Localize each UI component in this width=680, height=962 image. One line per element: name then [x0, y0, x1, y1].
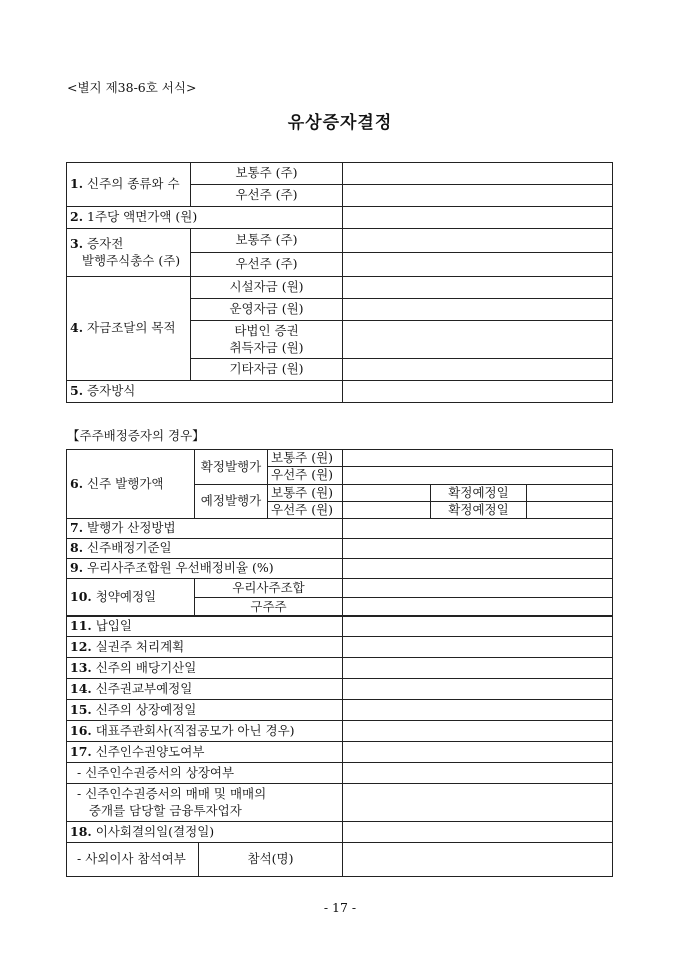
value-cell[interactable]	[343, 484, 431, 501]
sub-label: 우선주 (원)	[268, 467, 343, 484]
row-label: - 신주인수권증서의 매매 및 매매의 중개를 담당할 금융투자업자	[67, 784, 343, 822]
page-number: - 17 -	[323, 900, 357, 915]
row-label: - 신주인수권증서의 상장여부	[67, 763, 343, 784]
value-cell[interactable]	[343, 450, 613, 467]
value-cell[interactable]	[527, 484, 613, 501]
row-label: 8. 신주배정기준일	[67, 539, 343, 559]
sub-label: 우선주 (주)	[191, 253, 343, 277]
value-cell[interactable]	[343, 742, 613, 763]
value-cell[interactable]	[343, 598, 613, 617]
row-label: 13. 신주의 배당기산일	[67, 658, 343, 679]
value-cell[interactable]	[343, 637, 613, 658]
sub-label: 확정발행가	[195, 450, 268, 485]
value-cell[interactable]	[343, 763, 613, 784]
value-cell[interactable]	[343, 519, 613, 539]
value-cell[interactable]	[343, 185, 613, 207]
value-cell[interactable]	[343, 359, 613, 381]
row-label: 11. 납입일	[67, 616, 343, 637]
value-cell[interactable]	[343, 539, 613, 559]
sub-label: 타법인 증권 취득자금 (원)	[191, 321, 343, 359]
value-cell[interactable]	[343, 467, 613, 484]
sub-label: 우선주 (원)	[268, 501, 343, 518]
sub-label: 기타자금 (원)	[191, 359, 343, 381]
row-label: 1. 신주의 종류와 수	[67, 163, 191, 207]
value-cell[interactable]	[343, 721, 613, 742]
row-label: 18. 이사회결의일(결정일)	[67, 822, 343, 843]
value-cell[interactable]	[343, 784, 613, 822]
page-title: 유상증자결정	[287, 113, 393, 133]
row-label: 15. 신주의 상장예정일	[67, 700, 343, 721]
value-cell[interactable]	[343, 163, 613, 185]
row-label: 7. 발행가 산정방법	[67, 519, 343, 539]
row-label: 12. 실권주 처리계획	[67, 637, 343, 658]
sub-label: 시설자금 (원)	[191, 277, 343, 299]
sub-label: 참석(명)	[199, 843, 343, 877]
date-label: 확정예정일	[431, 484, 527, 501]
sub-label: 보통주 (원)	[268, 450, 343, 467]
value-cell[interactable]	[343, 822, 613, 843]
row-label: 2. 1주당 액면가액 (원)	[67, 207, 343, 229]
capital-increase-table	[66, 162, 613, 403]
value-cell[interactable]	[343, 559, 613, 579]
value-cell[interactable]	[343, 843, 613, 877]
sub-label: 구주주	[195, 598, 343, 617]
sub-label: 우선주 (주)	[191, 185, 343, 207]
value-cell[interactable]	[343, 616, 613, 637]
value-cell[interactable]	[343, 207, 613, 229]
value-cell[interactable]	[343, 253, 613, 277]
value-cell[interactable]	[343, 679, 613, 700]
row-label: 5. 증자방식	[67, 381, 343, 403]
value-cell[interactable]	[343, 277, 613, 299]
date-label: 확정예정일	[431, 501, 527, 518]
value-cell[interactable]	[343, 700, 613, 721]
value-cell[interactable]	[343, 658, 613, 679]
sub-label: 예정발행가	[195, 484, 268, 519]
row-label: 16. 대표주관회사(직접공모가 아닌 경우)	[67, 721, 343, 742]
value-cell[interactable]	[527, 501, 613, 518]
form-number: <별지 제38-6호 서식>	[67, 80, 197, 95]
row-label: 3. 증자전 발행주식총수 (주)	[67, 229, 191, 277]
sub-label: 운영자금 (원)	[191, 299, 343, 321]
value-cell[interactable]	[343, 381, 613, 403]
row-label: 9. 우리사주조합원 우선배정비율 (%)	[67, 559, 343, 579]
value-cell[interactable]	[343, 299, 613, 321]
sub-label: 보통주 (주)	[191, 163, 343, 185]
row-label: 17. 신주인수권양도여부	[67, 742, 343, 763]
row-label: 4. 자금조달의 목적	[67, 277, 191, 381]
row-label: 10. 청약예정일	[67, 579, 195, 617]
schedule-table	[66, 615, 613, 877]
value-cell[interactable]	[343, 501, 431, 518]
sub-label: 우리사주조합	[195, 579, 343, 598]
row-label: 6. 신주 발행가액	[67, 450, 195, 519]
row-label: 14. 신주권교부예정일	[67, 679, 343, 700]
sub-label: 보통주 (원)	[268, 484, 343, 501]
value-cell[interactable]	[343, 321, 613, 359]
value-cell[interactable]	[343, 229, 613, 253]
value-cell[interactable]	[343, 579, 613, 598]
row-label: - 사외이사 참석여부	[67, 843, 199, 877]
section-title: 【주주배정증자의 경우】	[67, 428, 205, 443]
shareholder-allocation-table	[66, 449, 613, 617]
sub-label: 보통주 (주)	[191, 229, 343, 253]
